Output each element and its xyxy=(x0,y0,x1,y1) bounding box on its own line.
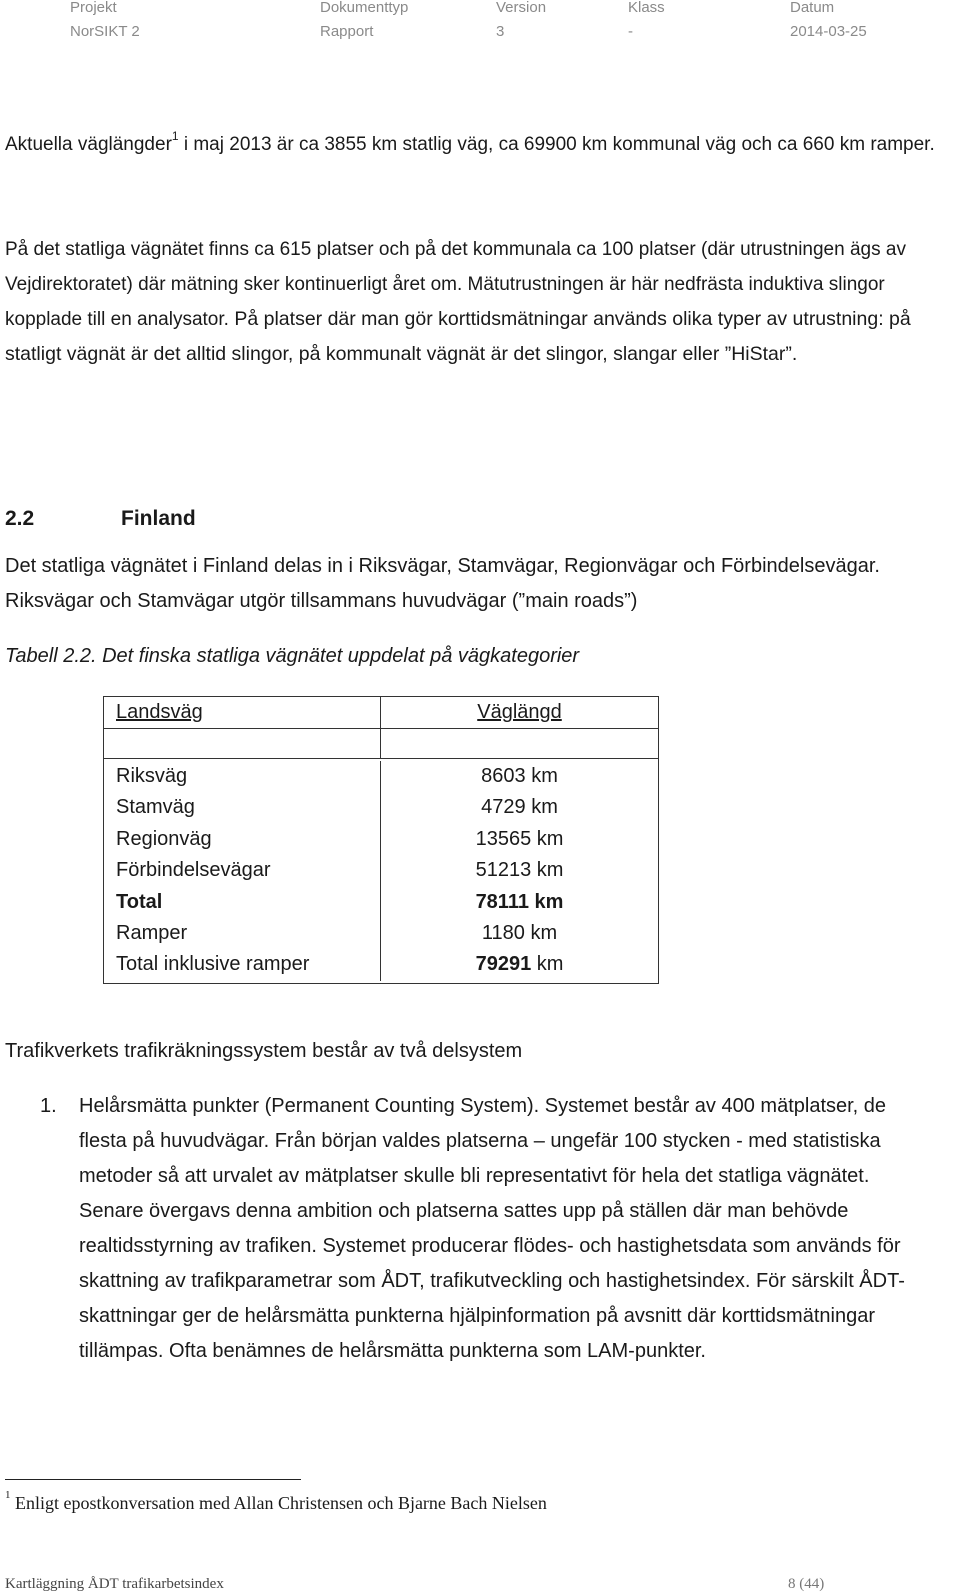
footnote-number: 1 xyxy=(5,1489,11,1501)
table-cell-label: Förbindelsevägar xyxy=(104,855,381,886)
column-header-vaglangd: Väglängd xyxy=(477,701,562,723)
table-cell-value: 51213 km xyxy=(475,859,564,882)
table-header-row xyxy=(104,697,658,729)
table-empty-row xyxy=(104,729,658,759)
paragraph-text: i maj 2013 är ca 3855 km statlig väg, ca 69900 km kommunal väg och ca 660 km ramper. xyxy=(178,134,935,155)
paragraph-text: Aktuella väglängder xyxy=(5,134,172,155)
footnote-divider xyxy=(5,1479,301,1480)
section-title: Finland xyxy=(121,507,196,530)
header-label-projekt: Projekt xyxy=(70,0,117,16)
footnote-ref[interactable]: 1 xyxy=(171,128,179,143)
header-value-klass: - xyxy=(628,23,633,40)
table-row xyxy=(104,761,658,792)
footnote xyxy=(5,1490,547,1516)
table-cell-value: 13565 km xyxy=(475,827,564,850)
paragraph-road-lengths xyxy=(5,127,950,162)
table-cell-value-unit: km xyxy=(531,953,564,976)
table-row xyxy=(104,855,658,886)
column-header-landsvag: Landsväg xyxy=(116,701,203,723)
list-intro: Trafikverkets trafikräkningssystem består av två delsystem xyxy=(5,1040,523,1062)
paragraph-text: På det statliga vägnätet finns ca 615 platser och på det kommunala ca 100 platser (där utrustningen ägs av Vejdirektoratet) där mätning sker kontinuerligt året om. Mätutrustningen är här nedfrästa induktiva slingor kopplade till en analysator. xyxy=(5,239,906,330)
section-heading xyxy=(5,503,196,535)
table-cell-value-number: 79291 xyxy=(475,953,532,976)
table-row-total xyxy=(104,887,658,918)
table-row xyxy=(104,824,658,855)
table-cell-value: 1180 km xyxy=(481,921,558,944)
table-row-grand-total xyxy=(104,949,658,980)
list-item-text: Helårsmätta punkter (Permanent Counting System). Systemet består av 400 mätplatser, de flesta på huvudvägar. Från början valdes platserna – ungefär 100 stycken - med statistiska metoder så att urvalet av mätplatser skulle bli representativt för hela det statliga vägnätet. Senare övergavs denna ambition och platserna sattes upp på ställen där man behövde realtidsstyrning av trafiken. Systemet producerar flödes- och hastighetsdata som används för skattning av trafikparametrar som ÅDT, trafikutveckling och hastighetsindex. För särskilt ÅDT-skattningar ger de helårsmätta punkterna hjälpinformation på avsnitt där korttidsmätningar tillämpas. Ofta benämnes de helårsmätta punkterna som LAM-punkter. xyxy=(79,1095,905,1362)
table-cell-label: Regionväg xyxy=(104,824,381,855)
header-value-datum: 2014-03-25 xyxy=(790,23,867,40)
table-row xyxy=(104,918,658,949)
header-label-klass: Klass xyxy=(628,0,665,16)
paragraph-measurement-sites xyxy=(5,232,950,372)
table-cell-value: 78111 km xyxy=(475,890,564,913)
table-cell-label: Ramper xyxy=(104,918,381,949)
section-number: 2.2 xyxy=(5,507,35,530)
table-row xyxy=(104,792,658,823)
table-caption: Tabell 2.2. Det finska statliga vägnätet uppdelat på vägkategorier xyxy=(5,645,580,667)
header-value-projekt: NorSIKT 2 xyxy=(70,23,140,40)
table-cell-label: Total xyxy=(104,887,381,918)
header-value-version: 3 xyxy=(496,23,505,40)
header-value-dokumenttyp: Rapport xyxy=(320,23,374,40)
table-cell-label: Stamväg xyxy=(104,792,381,823)
header-label-datum: Datum xyxy=(790,0,835,16)
document-header xyxy=(0,0,960,46)
list-item-number: 1. xyxy=(40,1095,57,1117)
table-cell-value: 8603 km xyxy=(481,765,558,787)
paragraph-text: På platser där man gör korttidsmätningar används olika typer av utrustning: på statligt vägnät är det alltid slingor, på kommunalt vägnät är det slingor, slangar eller ”HiStar”. xyxy=(5,308,911,365)
page-number: 8 (44) xyxy=(788,1576,825,1592)
table-cell-value xyxy=(381,949,658,980)
road-category-table xyxy=(103,696,659,984)
header-label-dokumenttyp: Dokumenttyp xyxy=(320,0,409,16)
paragraph-finland-roads: Det statliga vägnätet i Finland delas in i Riksvägar, Stamvägar, Regionvägar och Förbindelsevägar. Riksvägar och Stamvägar utgör tillsammans huvudvägar (”main roads”) xyxy=(5,555,880,612)
footer-title: Kartläggning ÅDT trafikarbetsindex xyxy=(5,1576,224,1592)
header-label-version: Version xyxy=(496,0,547,16)
table-cell-label: Riksväg xyxy=(104,761,381,792)
footnote-text: Enligt epostkonversation med Allan Christensen och Bjarne Bach Nielsen xyxy=(10,1493,547,1513)
table-cell-label: Total inklusive ramper xyxy=(104,949,381,980)
table-cell-value: 4729 km xyxy=(481,796,558,819)
